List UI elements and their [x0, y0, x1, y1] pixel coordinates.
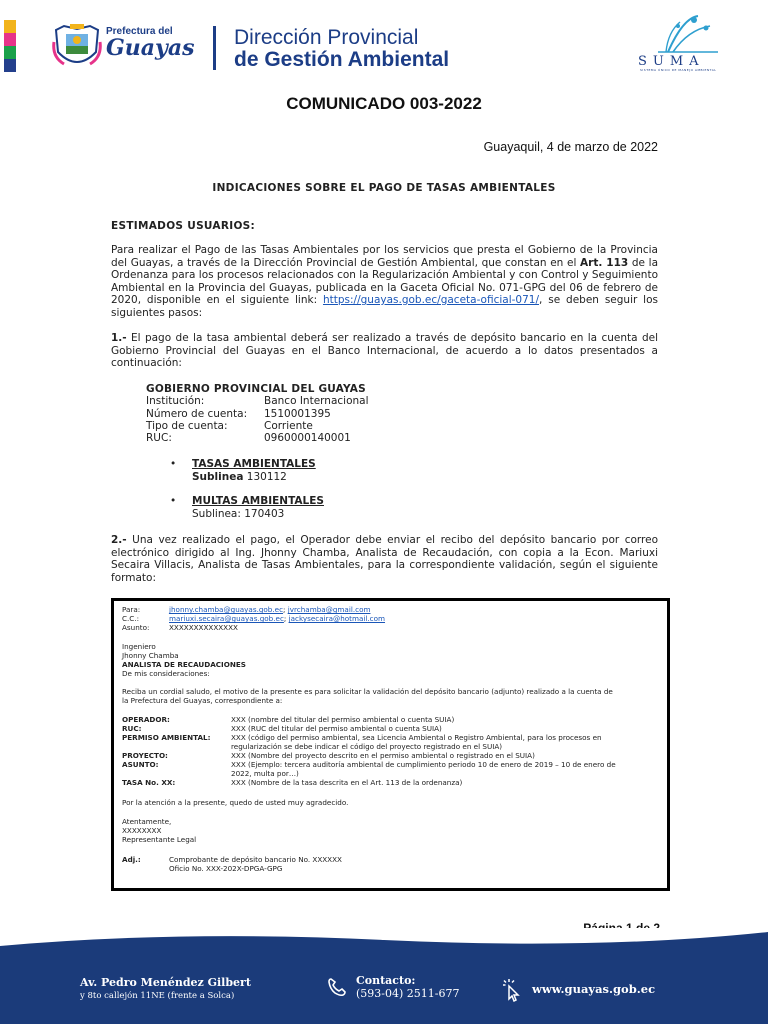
color-strip: [4, 20, 16, 72]
form-asunto-value: XXXXXXXXXXXXXX: [169, 623, 238, 632]
bullet-dot: •: [170, 495, 177, 507]
email-format-box: [111, 598, 670, 891]
department-name-line2: de Gestión Ambiental: [234, 48, 450, 71]
greeting: ESTIMADOS USUARIOS:: [111, 220, 256, 232]
suma-wordmark: SUMA: [638, 54, 705, 69]
account-label: Tipo de cuenta:: [146, 419, 228, 432]
form-adj-2: Oficio No. XXX-202X-DPGA-GPG: [169, 864, 283, 873]
cc-email-2[interactable]: jackysecaira@hotmail.com: [288, 614, 386, 623]
intro-paragraph: [111, 244, 658, 319]
form-closing: Por la atención a la presente, quedo de usted muy agradecido.: [122, 798, 349, 807]
form-operador-label: OPERADOR:: [122, 715, 170, 724]
click-cursor-icon: [500, 978, 524, 1002]
account-label: Número de cuenta:: [146, 407, 248, 420]
intro-text-c: , se deben seguir los siguientes pasos:: [111, 294, 658, 319]
account-row: [146, 408, 369, 420]
prefectura-logo-text: [106, 26, 202, 66]
bullet-title: MULTAS AMBIENTALES: [192, 495, 324, 507]
form-legal-rep: Representante Legal: [122, 835, 197, 844]
footer-contact-phone[interactable]: (593-04) 2511-677: [356, 987, 460, 1000]
strip-yellow: [4, 20, 16, 33]
form-asunto2-value-1: XXX (Ejemplo: tercera auditoría ambiental de cumplimiento periodo 10 de enero de 2019 – 10 de enero de: [231, 760, 616, 769]
header-divider: [213, 26, 216, 70]
account-label: Institución:: [146, 395, 205, 408]
form-asunto-label: Asunto:: [122, 623, 150, 632]
footer-wave: [0, 928, 768, 950]
form-permiso-label: PERMISO AMBIENTAL:: [122, 733, 211, 742]
document-date: Guayaquil, 4 de marzo de 2022: [483, 140, 658, 154]
bank-account-details: [146, 383, 369, 444]
form-para-label: Para:: [122, 605, 141, 614]
logo-line2: Guayas: [106, 35, 195, 61]
account-value: Corriente: [264, 419, 313, 432]
intro-text-b: de la Ordenanza para los procesos relacionados con la Regularización Ambiental y con Control y Seguimiento Ambiental en la Provincia del Guayas, publicada en la Gaceta Oficial No. 071-GPG del 06 de febrero de 2020, disponible en el siguiente link:: [111, 256, 658, 306]
form-proyecto-label: PROYECTO:: [122, 751, 168, 760]
form-ruc-label: RUC:: [122, 724, 142, 733]
form-asunto2-value-2: 2022, multa por…): [231, 769, 299, 778]
suma-subtitle: SISTEMA ÚNICO DE MANEJO AMBIENTAL: [640, 68, 717, 72]
form-cc-label: C.C.:: [122, 614, 140, 623]
form-operador-value: XXX (nombre del titular del permiso ambiental o cuenta SUIA): [231, 715, 455, 724]
cc-email-1[interactable]: mariuxi.secaira@guayas.gob.ec: [169, 614, 284, 623]
document-subject: INDICACIONES SOBRE EL PAGO DE TASAS AMBIENTALES: [212, 182, 556, 194]
footer-address-line1: Av. Pedro Menéndez Gilbert: [80, 976, 251, 989]
strip-blue: [4, 59, 16, 72]
form-ingeniero: Ingeniero: [122, 642, 156, 651]
footer: [0, 928, 768, 1024]
form-adj-label: Adj.:: [122, 855, 141, 864]
bullet-sub-label: Sublinea: 170403: [192, 507, 285, 520]
step2-text: Una vez realizado el pago, el Operador debe enviar el recibo del depósito bancario por correo electrónico dirigido al Ing. Jhonny Chamba, Analista de Recaudación, con copia a la Econ. Mariuxi Secaira Villacis, Analista de Tasas Ambientales, para la correspondiente validación, según el siguiente formato:: [111, 534, 658, 584]
form-atentamente: Atentamente,: [122, 817, 172, 826]
bullet-title: TASAS AMBIENTALES: [192, 458, 316, 470]
account-value: 1510001395: [264, 407, 331, 420]
form-tasa-label: TASA No. XX:: [122, 778, 176, 787]
strip-pink: [4, 33, 16, 46]
step2-paragraph: [111, 534, 658, 584]
para-email-2[interactable]: jvrchamba@gmail.com: [287, 605, 371, 614]
logo-line1: Prefectura del: [106, 26, 173, 37]
footer-website-link[interactable]: www.guayas.gob.ec: [532, 982, 656, 996]
account-row: [146, 395, 369, 407]
strip-green: [4, 46, 16, 59]
account-value: Banco Internacional: [264, 395, 369, 408]
phone-icon: [326, 976, 348, 998]
prefectura-crest-icon: [52, 22, 102, 72]
step1-text: El pago de la tasa ambiental deberá ser realizado a través de depósito bancario en la cuenta del Gobierno Provincial del Guayas en el Banco Internacional, de acuerdo a lo datos presentados a continuación:: [111, 332, 658, 369]
step1-paragraph: [111, 332, 658, 370]
form-intro-line2: la Prefectura del Guayas, correspondiente a:: [122, 696, 283, 705]
form-adj-1: Comprobante de depósito bancario No. XXXXXX: [169, 855, 342, 864]
footer-address-line2: y 8to callejón 11NE (frente a Solca): [80, 991, 235, 1001]
footer-contact-label: Contacto:: [356, 974, 416, 987]
bullet-sub-value: 130112: [243, 470, 287, 483]
intro-text-a: Para realizar el Pago de las Tasas Ambientales por los servicios que presta el Gobierno de la Provincia del Guayas, a través de la Dirección Provincial de Gestión Ambiental, que constan en el: [111, 244, 658, 269]
step2-number: 2.-: [111, 534, 127, 546]
account-label: RUC:: [146, 432, 172, 445]
form-signer: XXXXXXXX: [122, 826, 162, 835]
para-sep: ;: [283, 605, 288, 614]
form-consideraciones: De mis consideraciones:: [122, 669, 210, 678]
account-row: [146, 420, 369, 432]
step1-number: 1.-: [111, 332, 127, 344]
form-recipient-name: Jhonny Chamba: [122, 651, 179, 660]
cc-sep: ;: [283, 614, 289, 623]
department-name-line1: Dirección Provincial: [234, 26, 419, 49]
bullet-sub-label: Sublinea: [192, 470, 244, 483]
page-title: COMUNICADO 003-2022: [286, 94, 482, 113]
gaceta-link[interactable]: https://guayas.gob.ec/gaceta-oficial-071/: [322, 294, 540, 306]
form-proyecto-value: XXX (Nombre del proyecto descrito en el permiso ambiental o registrado en el SUIA): [231, 751, 535, 760]
form-tasa-value: XXX (Nombre de la tasa descrita en el Art. 113 de la ordenanza): [231, 778, 463, 787]
bullet-dot: •: [170, 458, 177, 470]
account-value: 0960000140001: [264, 432, 351, 445]
form-permiso-value-1: XXX (código del permiso ambiental, sea Licencia Ambiental o Registro Ambiental, para los procesos en: [231, 733, 602, 742]
account-row: [146, 432, 369, 444]
form-recipient-role: ANALISTA DE RECAUDACIONES: [122, 660, 246, 669]
form-asunto2-label: ASUNTO:: [122, 760, 159, 769]
para-email-1[interactable]: jhonny.chamba@guayas.gob.ec: [169, 605, 284, 614]
article-ref: Art. 113: [580, 256, 629, 269]
account-holder: GOBIERNO PROVINCIAL DEL GUAYAS: [146, 383, 366, 395]
form-intro-line1: Reciba un cordial saludo, el motivo de la presente es para solicitar la validación del depósito bancario (adjunto) realizado a la cuenta de: [122, 687, 613, 696]
form-ruc-value: XXX (RUC del titular del permiso ambiental o cuenta SUIA): [231, 724, 442, 733]
form-permiso-value-2: regularización se debe indicar el código del proyecto registrado en el SUIA): [231, 742, 503, 751]
